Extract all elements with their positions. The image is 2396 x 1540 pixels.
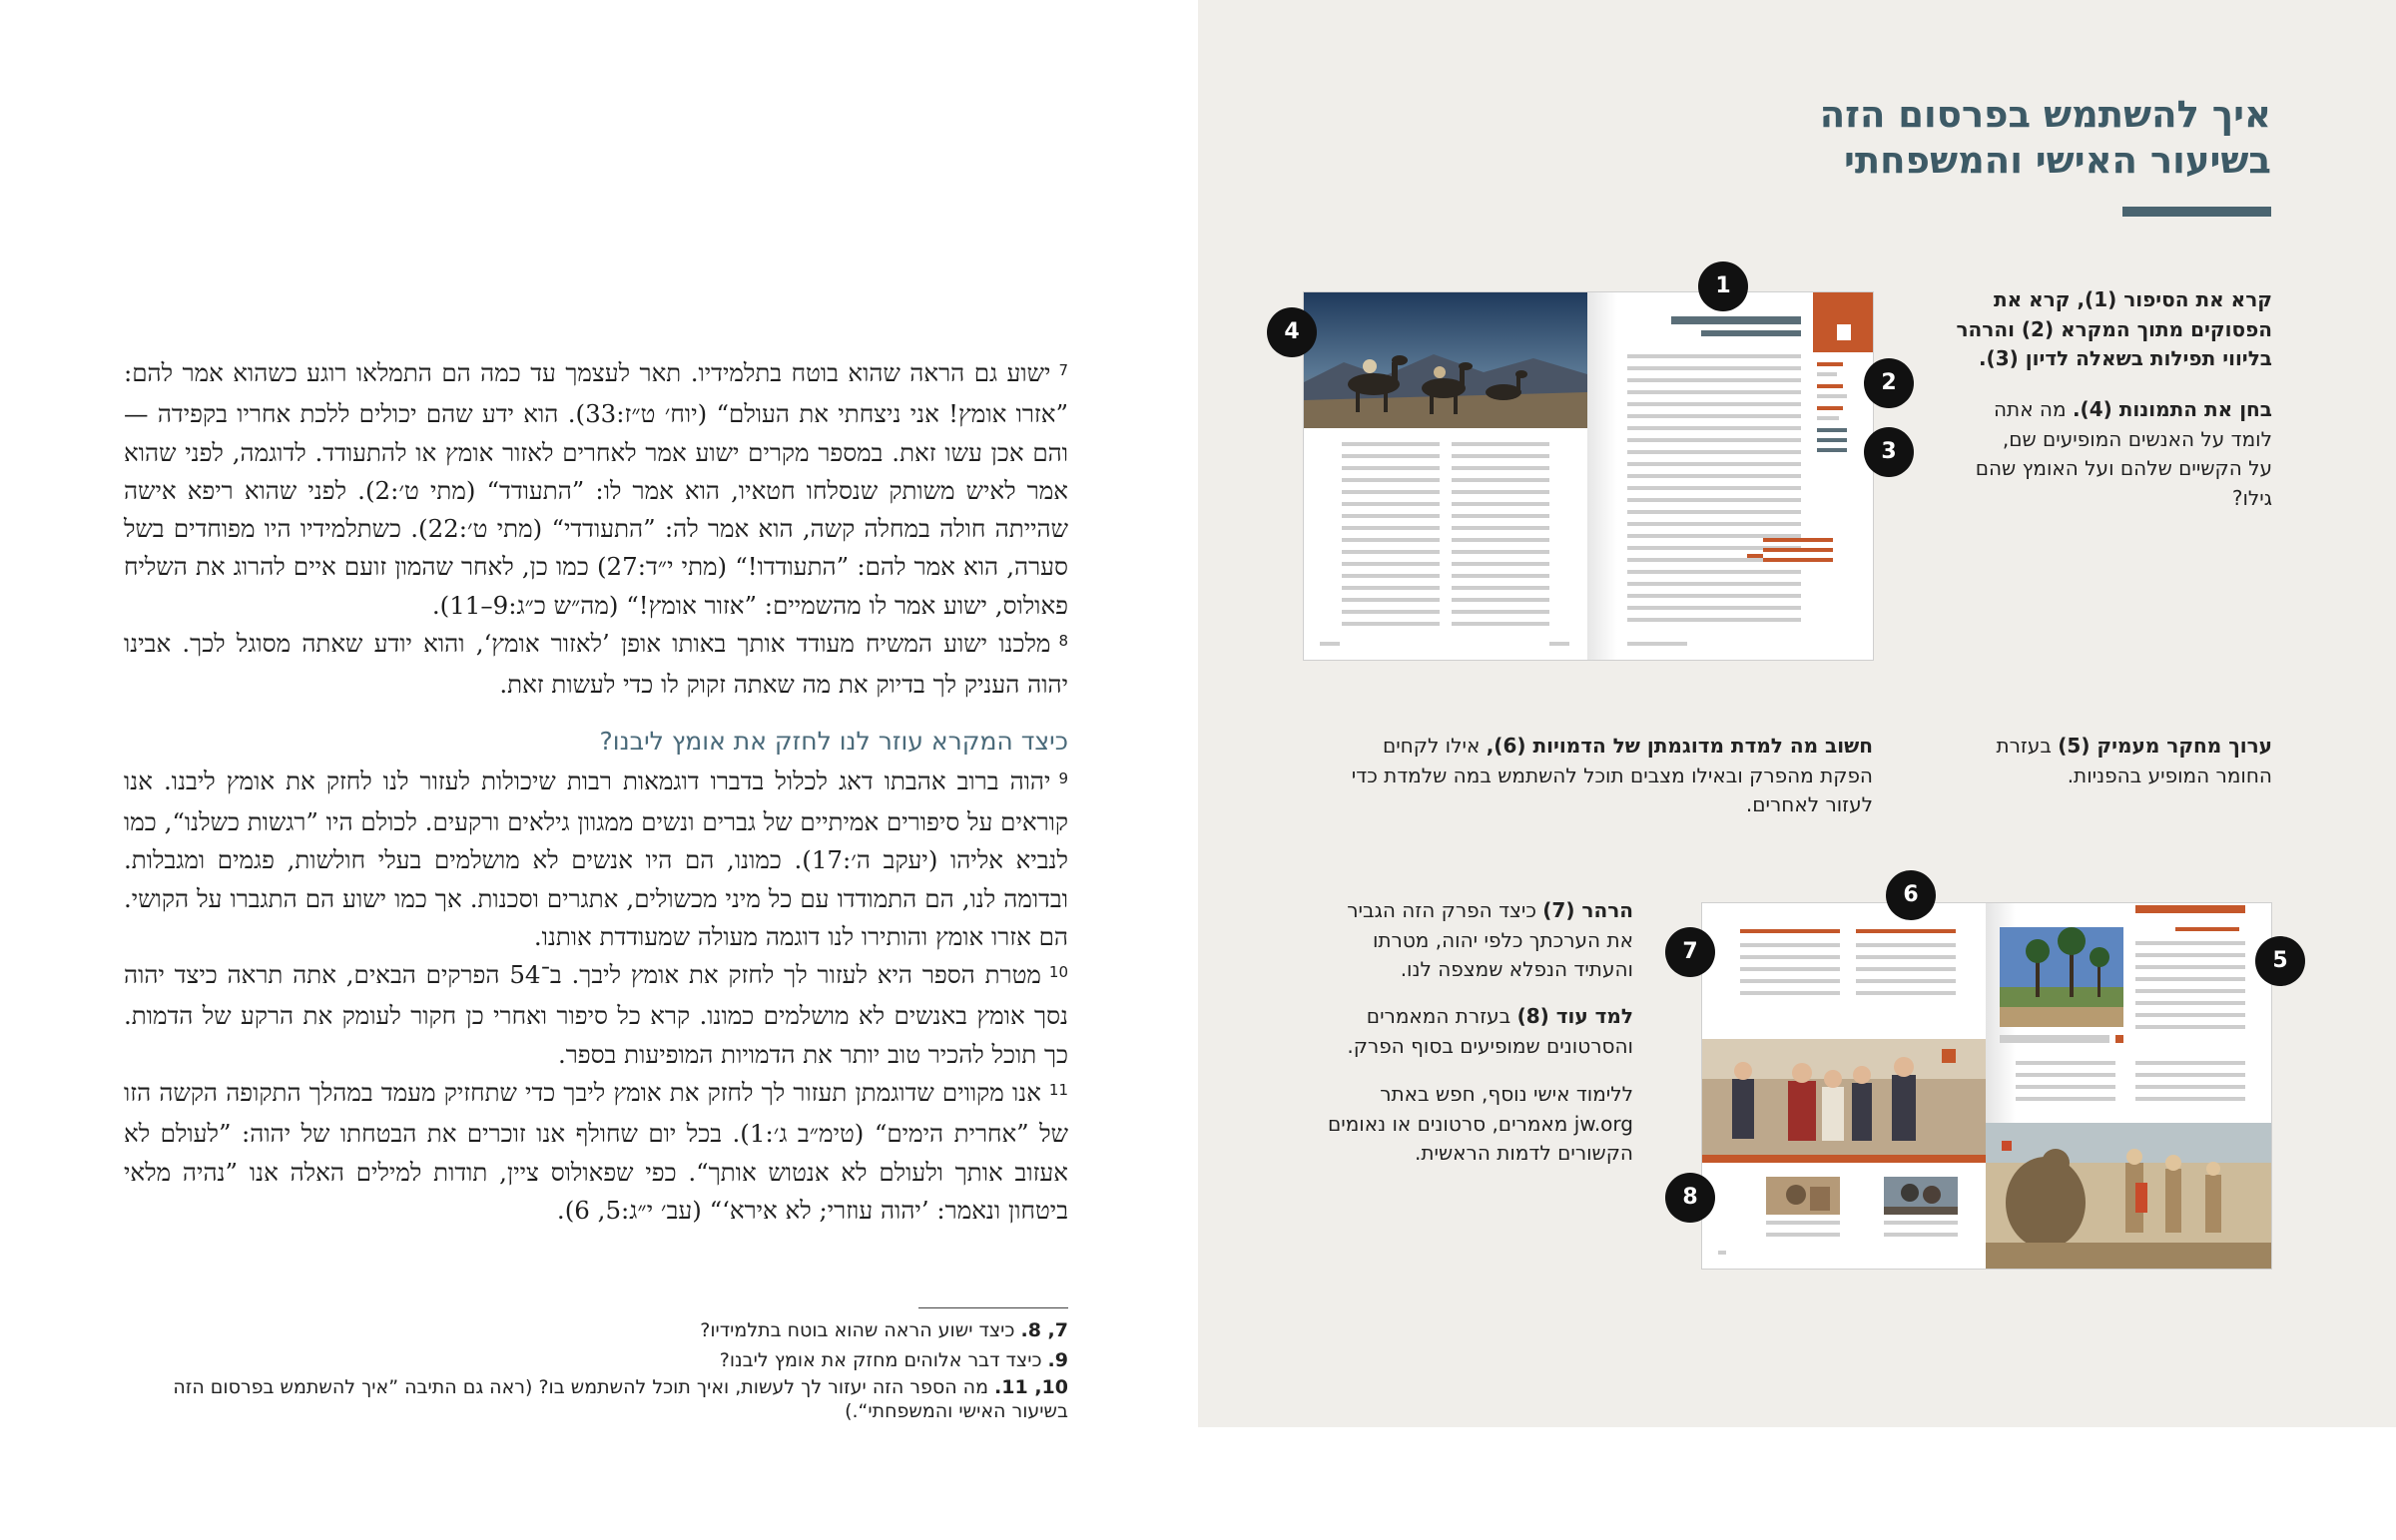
spread-right-page — [1986, 903, 2271, 1269]
box-title — [1572, 92, 2271, 184]
step-research — [1973, 732, 2272, 790]
sample-spread-chapter-start — [1303, 291, 1874, 661]
sample-spread-chapter-end — [1701, 902, 2272, 1270]
step-text: כיצד הפרק הזה הגביר את הערכתך כלפי יהוה, מטרתו והעתיד הנפלא שמצפה לנו. — [1347, 898, 1633, 981]
spread-left-page — [1702, 903, 1986, 1269]
step-text: בעזרת המאמרים והסרטונים שמופיעים בסוף הפרק. — [1347, 1004, 1633, 1058]
step-read-story — [1943, 285, 2272, 374]
paragraph-9 — [124, 763, 1068, 956]
paragraph-number: 9 — [1058, 769, 1068, 787]
spread-right-page — [1587, 292, 1873, 660]
paragraph-8 — [124, 625, 1068, 705]
badge-2: 2 — [1864, 358, 1914, 408]
left-page — [0, 0, 1198, 1427]
step-bold: הרהר (7) — [1542, 898, 1633, 922]
title-line-1: איך להשתמש בפרסום הזה — [1819, 93, 2271, 136]
step-text: אילו לקחים הפקת מהפרק ובאילו מצבים תוכל להשתמש במה שלמדת כדי לעזור לאחרים. — [1351, 734, 1873, 816]
paragraph-text: יהוה ברוב אהבתו דאג לכלול בדברו דוגמאות רבות שיכולות לעזור לנו לחזק את אומץ ליבנו. אנו קוראים על סיפורים אמיתיים של גברים ונשים ממגוון גילאים ורקעים. לכולם היו ”רגשות כשלנו“, כמו לנביא אליהו (יעקב ה׳:17). כמונו, הם היו אנשים לא מושלמים בעלי חולשות, פגמים ומגבלות. ובדומה לנו, הם התמודדו עם כל מיני מכשולים, אתגרים וסכנות. אך כמו ישוע הם התגברו על הקושי. הם אזרו אומץ והותירו לנו דוגמה מעולה שמעודדת אותנו. — [124, 766, 1068, 951]
step-bold: בחן את התמונות (4). — [2072, 397, 2272, 421]
paragraph-text: ישוע גם הראה שהוא בוטח בתלמידיו. תאר לעצמך עד כמה הם התמלאו רוגע כשהוא אמר להם: ”אזרו אומץ! אני ניצחתי את העולם“ (יוח׳ ט״ז:33). הוא ידע שהם יכולים ללכת אחריו בקפידה — והם אכן עשו זאת. במספר מקרים ישוע אמר לאחרים לאזור אומץ או להתעודד. לדוגמה, לפני שהוא אמר לאיש משותק שנסלחו חטאיו, הוא אמר לו: ”התעודד“ (מתי ט׳:2). לפני שהוא ריפא אישה שהייתה חולה במחלה קשה, הוא אמר לה: ”התעודדי“ (מתי ט׳:22). כשתלמידיו היו מפוחדים בשל סערה, הוא אמר להם: ”התעודדו!“ (מתי י״ד:27) כמו כן, לאחר שהמון זועם איים להרוג את השליח פאולוס, ישוע אמר לו מהשמיים: ”אזור אומץ!“ (מה״ש כ״ג:9–11). — [124, 358, 1068, 620]
step-text: ללימוד אישי נוסף, חפש באתר jw.org מאמרים, סרטונים או נאומים הקשורים לדמות הראשית. — [1327, 1082, 1633, 1165]
step-text: בעזרת החומר המופיע בהפניות. — [1996, 734, 2272, 787]
step-bold: חשוב מה למדת מדוגמתן של הדמויות (6), — [1486, 734, 1873, 758]
paragraph-7 — [124, 354, 1068, 625]
paragraph-text: מלכנו ישוע המשיח מעודד אותך באותו אופן ’לאזור אומץ‘, והוא יודע שאתה מסוגל לכך. אבינו יהוה העניק לך בדיוק את מה שאתה זקוק לו כדי לעשות זאת. — [124, 629, 1068, 700]
palm-landscape-photo — [2000, 927, 2123, 1027]
badge-1: 1 — [1698, 261, 1748, 311]
study-question — [124, 1375, 1068, 1423]
step-text: מה אתה לומד על האנשים המופיעים שם, על הקשיים שלהם ועל האומץ שהם גילו? — [1975, 397, 2272, 510]
study-questions — [124, 1315, 1068, 1423]
badge-7: 7 — [1665, 927, 1715, 977]
thumbnail-video — [1884, 1177, 1958, 1215]
paragraph-number: 7 — [1058, 361, 1068, 379]
article-body — [124, 354, 1068, 1230]
title-line-2: בשיעור האישי והמשפחתי — [1844, 139, 2271, 182]
title-underline — [2122, 207, 2271, 217]
study-question — [124, 1345, 1068, 1375]
question-text: מה הספר הזה יעזור לך לעשות, ואיך תוכל להשתמש בו? (ראה גם התיבה ”איך להשתמש בפרסום הזה בשיעור האישי והמשפחתי“.) — [173, 1376, 1068, 1422]
paragraph-11 — [124, 1074, 1068, 1230]
question-numbers: 9. — [1047, 1349, 1068, 1371]
paragraph-text: אנו מקווים שדוגמתן תעזור לך לחזק את אומץ ליבך כדי שתחזיק מעמד במהלך התקופה הקשה הזו של ”אחרית הימים“ (טימ״ב ג׳:1). בכל יום שחולף אנו זוכרים את הבטחתו של יהוה: ”לעולם לא אעזוב אותך ולעולם לא אנטוש אותך“. כפי שפאולוס ציין, תודות למילים האלה אנו ”נהיה מלאי ביטחון ונאמר: ’יהוה עוזרי; לא אירא‘“ (עב׳ י״ג:5, 6). — [124, 1078, 1068, 1225]
market-illustration — [1986, 1123, 2271, 1269]
step-bold: קרא את הסיפור (1), קרא את הפסוקים מתוך המקרא (2) והרהר בליווי תפילות בשאלה לדיון (3). — [1956, 287, 2272, 370]
step-learn-more — [1332, 1002, 1633, 1061]
step-personal-study — [1322, 1080, 1633, 1169]
paragraph-number: 10 — [1048, 963, 1068, 982]
meeting-photo — [1702, 1039, 1986, 1163]
step-lessons — [1334, 732, 1873, 820]
question-text: כיצד דבר אלוהים מחזק את אומץ ליבנו? — [719, 1349, 1042, 1371]
section-heading: כיצד המקרא עוזר לנו לחזק את אומץ ליבנו? — [599, 726, 1068, 756]
study-question — [124, 1315, 1068, 1345]
footnote-divider — [918, 1307, 1068, 1308]
step-bold: ערוך מחקר מעמיק (5) — [2058, 734, 2272, 758]
step-bold: למד עוד (8) — [1516, 1004, 1633, 1028]
spread-left-page — [1304, 292, 1587, 660]
badge-5: 5 — [2255, 936, 2305, 986]
badge-3: 3 — [1864, 427, 1914, 477]
badge-8: 8 — [1665, 1173, 1715, 1223]
badge-6: 6 — [1886, 870, 1936, 920]
question-numbers: 7, 8. — [1020, 1319, 1068, 1341]
paragraph-number: 8 — [1058, 632, 1068, 651]
badge-4: 4 — [1267, 307, 1317, 357]
step-reflect — [1332, 896, 1633, 985]
question-text: כיצד ישוע הראה שהוא בוטח בתלמידיו? — [700, 1319, 1015, 1341]
question-numbers: 10, 11. — [994, 1376, 1068, 1398]
thumbnail-image — [1766, 1177, 1840, 1215]
paragraph-10 — [124, 956, 1068, 1074]
caravan-illustration — [1304, 292, 1587, 428]
step-examine-images — [1973, 395, 2272, 513]
paragraph-text: מטרת הספר היא לעזור לך לחזק את אומץ ליבך. ב־54 הפרקים הבאים, אתה תראה כיצד יהוה נסך אומץ באנשים לא מושלמים כמונו. קרא כל סיפור ואחרי כן חקור לעומק את הרקע של הדמות. כך תוכל להכיר טוב יותר את הדמויות המופיעות בספר. — [124, 960, 1068, 1069]
paragraph-number: 11 — [1048, 1081, 1068, 1100]
